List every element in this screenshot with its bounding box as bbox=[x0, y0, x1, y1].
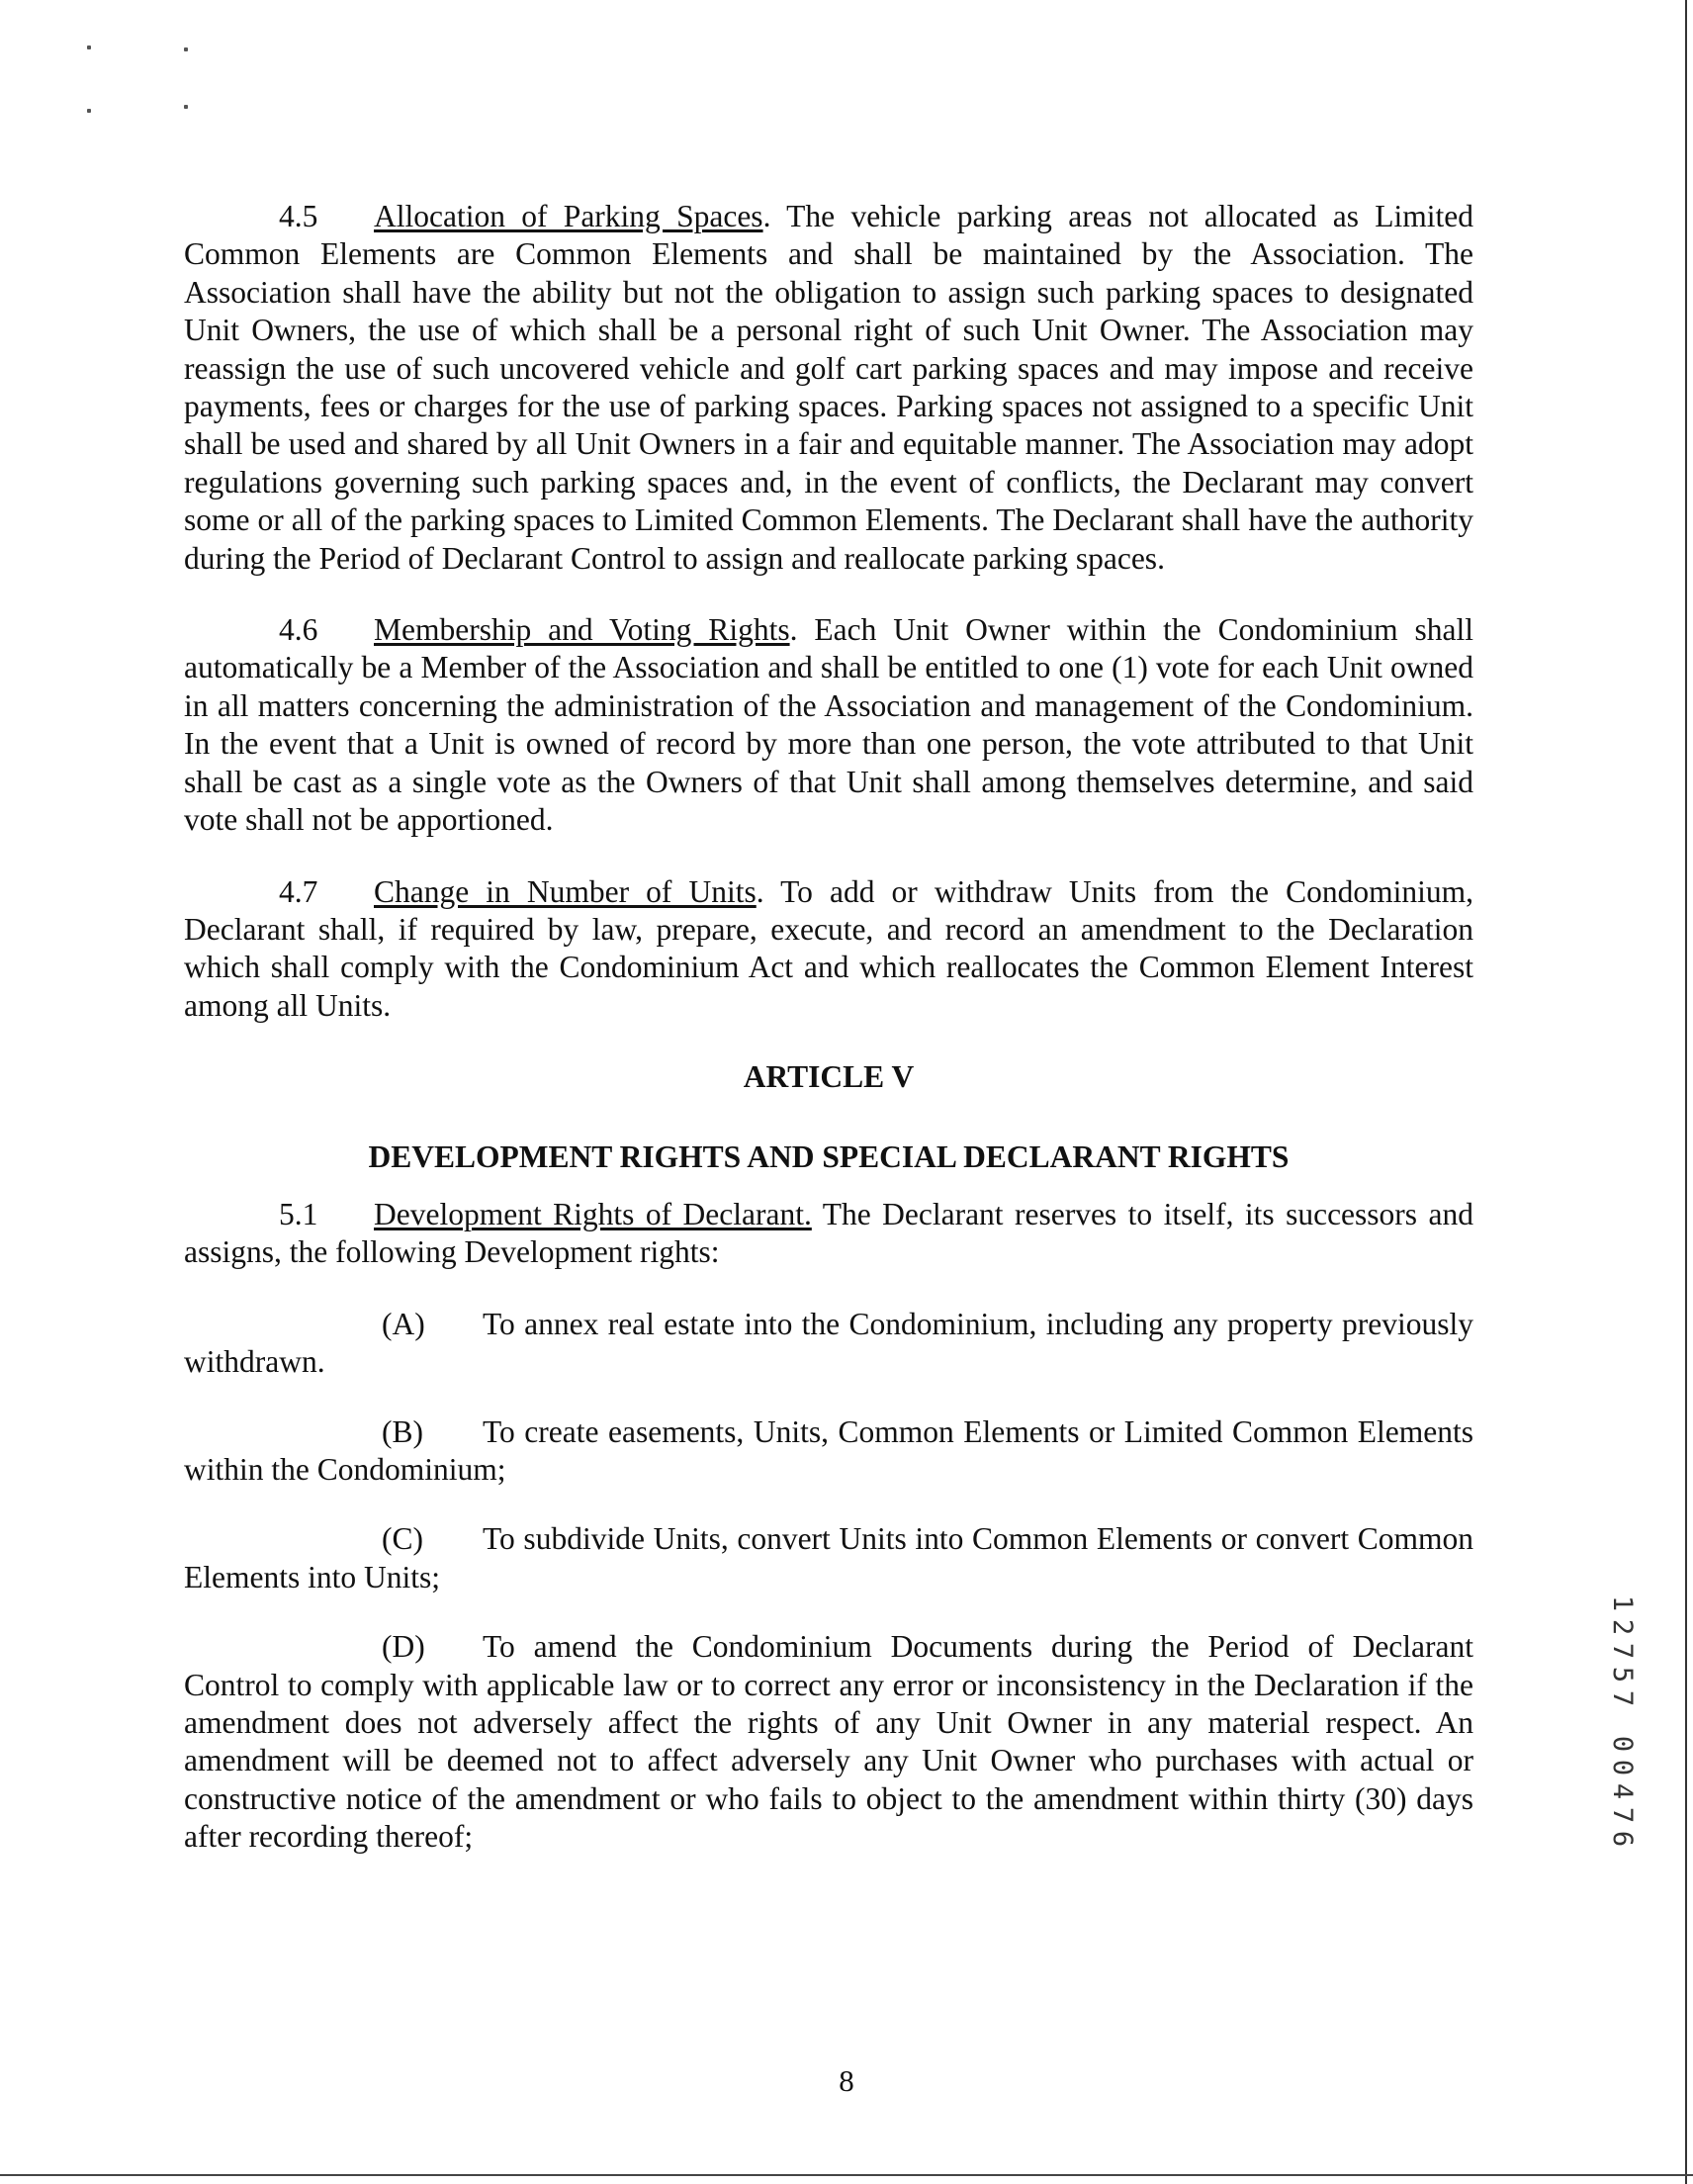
stamp-digit: 7 bbox=[1607, 1642, 1638, 1660]
scan-edge-line bbox=[1685, 0, 1687, 2184]
section-heading: Change in Number of Units bbox=[374, 873, 757, 909]
item-label: (A) bbox=[382, 1306, 425, 1341]
scan-bottom-line bbox=[0, 2174, 1693, 2176]
recording-stamp bbox=[1607, 1591, 1637, 1852]
scan-speck bbox=[184, 47, 188, 51]
item-text: To annex real estate into the Condominium, including any property previously withdrawn. bbox=[184, 1306, 1473, 1380]
stamp-digit: 0 bbox=[1607, 1759, 1638, 1776]
article-title: ARTICLE V bbox=[743, 1059, 915, 1095]
stamp-digit: 1 bbox=[1607, 1594, 1638, 1612]
section-4-7 bbox=[184, 873, 1473, 1026]
stamp-digit: 7 bbox=[1607, 1806, 1638, 1824]
section-text: . The vehicle parking areas not allocated as Limited Common Elements are Common Elements and shall be maintained by the Association. The Association shall have the ability but not the obligation to assign such parking spaces to designated Unit Owners, the use of which shall be a personal right of such Unit Owner. The Association may reassign the use of such uncovered vehicle and golf cart parking spaces and may impose and receive payments, fees or charges for the use of parking spaces. Parking spaces not assigned to a specific Unit shall be used and shared by all Unit Owners in a fair and equitable manner. The Association may adopt regulations governing such parking spaces and, in the event of conflicts, the Declarant may convert some or all of the parking spaces to Limited Common Elements. The Declarant shall have the authority during the Period of Declarant Control to assign and reallocate parking spaces. bbox=[184, 199, 1474, 576]
section-text: . To add or withdraw Units from the Condominium, Declarant shall, if required by law, prepare, execute, and record an amendment to the Declaration which shall comply with the Condominium Act and which reallocates the Common Element Interest among all Units. bbox=[184, 873, 1473, 1023]
article-subtitle: DEVELOPMENT RIGHTS AND SPECIAL DECLARANT RIGHTS bbox=[368, 1138, 1290, 1174]
stamp-digit: 0 bbox=[1607, 1735, 1638, 1753]
stamp-digit: 6 bbox=[1607, 1830, 1638, 1848]
scan-speck bbox=[184, 105, 188, 109]
section-number: 4.6 bbox=[279, 612, 318, 648]
item-text: To subdivide Units, convert Units into Common Elements or convert Common Elements into Units; bbox=[184, 1521, 1473, 1594]
item-text: To amend the Condominium Documents during the Period of Declarant Control to comply with applicable law or to correct any error or inconsistency in the Declaration if the amendment does not adversely affect the rights of any Unit Owner in any material respect. An amendment will be deemed not to affect adversely any Unit Owner who purchases with actual or constructive notice of the amendment or who fails to object to the amendment within thirty (30) days after recording thereof; bbox=[184, 1629, 1473, 1855]
stamp-digit: 2 bbox=[1607, 1618, 1638, 1636]
list-item bbox=[184, 1413, 1473, 1490]
section-5-1 bbox=[184, 1196, 1473, 1272]
section-text: . Each Unit Owner within the Condominium shall automatically be a Member of the Association and shall be entitled to one (1) vote for each Unit owned in all matters concerning the administration of the Association and management of the Condominium. In the event that a Unit is owned of record by more than one person, the vote attributed to that Unit shall be cast as a single vote as the Owners of that Unit shall among themselves determine, and said vote shall not be apportioned. bbox=[184, 612, 1473, 838]
stamp-digit: 7 bbox=[1607, 1689, 1638, 1707]
item-text: To create easements, Units, Common Elements or Limited Common Elements within the Condominium; bbox=[184, 1413, 1473, 1487]
section-text: The Declarant reserves to itself, its successors and assigns, the following Development rights: bbox=[184, 1196, 1473, 1270]
section-heading: Membership and Voting Rights bbox=[374, 612, 790, 648]
item-label: (B) bbox=[382, 1413, 423, 1449]
section-number: 4.5 bbox=[279, 199, 318, 233]
section-4-6 bbox=[184, 611, 1473, 839]
scan-speck bbox=[87, 46, 91, 49]
scan-speck bbox=[87, 109, 91, 113]
list-item bbox=[184, 1520, 1473, 1596]
list-item bbox=[184, 1628, 1473, 1856]
section-number: 4.7 bbox=[279, 873, 318, 909]
section-heading: Development Rights of Declarant. bbox=[374, 1196, 812, 1231]
list-item bbox=[184, 1306, 1473, 1382]
section-heading: Allocation of Parking Spaces bbox=[374, 199, 763, 233]
section-number: 5.1 bbox=[279, 1196, 318, 1231]
document-body bbox=[184, 198, 1473, 1888]
item-label: (D) bbox=[382, 1629, 425, 1665]
item-label: (C) bbox=[382, 1521, 423, 1557]
stamp-digit: 5 bbox=[1607, 1666, 1638, 1684]
section-4-5 bbox=[184, 198, 1473, 578]
stamp-digit: 4 bbox=[1607, 1782, 1638, 1800]
page-number: 8 bbox=[839, 2063, 854, 2098]
